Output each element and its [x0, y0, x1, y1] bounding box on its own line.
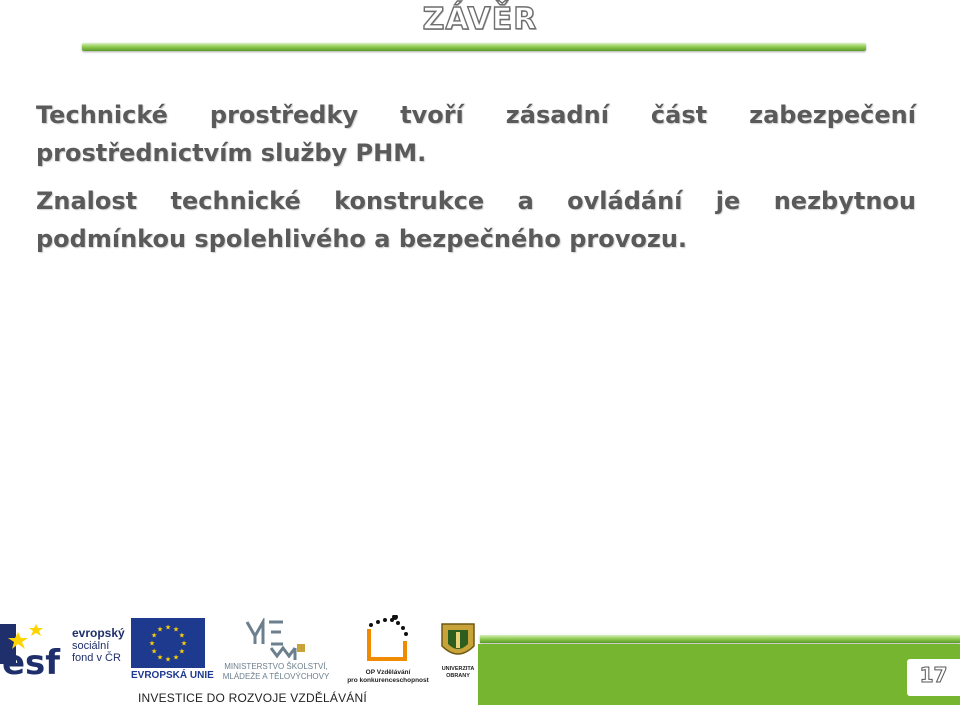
- slide-title: ZÁVĚR: [422, 2, 538, 37]
- esf-mark-text: esf: [2, 643, 61, 680]
- title-divider: [82, 43, 866, 51]
- eu-flag-icon: [131, 618, 205, 668]
- uo-crest-icon: [436, 618, 480, 664]
- msmt-caption: [211, 662, 341, 682]
- eu-logo: [131, 618, 214, 683]
- uo-caption: [436, 666, 480, 680]
- esf-line-2: sociální: [72, 640, 110, 652]
- uo-line-2: OBRANY: [446, 673, 470, 679]
- eu-star-icon: ★: [164, 655, 172, 664]
- esf-line-3: fond v ČR: [72, 652, 121, 664]
- footer-slogan: INVESTICE DO ROZVOJE VZDĚLÁVÁNÍ: [138, 691, 367, 705]
- eu-star-icon: ★: [172, 653, 180, 662]
- op-caption: [343, 669, 433, 685]
- msmt-mark-icon: [211, 618, 341, 662]
- op-line-1: OP Vzdělávání: [365, 669, 411, 676]
- eu-star-icon: ★: [172, 625, 180, 634]
- footer-green-bar: [478, 644, 960, 705]
- eu-star-icon: ★: [156, 625, 164, 634]
- op-mark-icon: [343, 615, 433, 669]
- esf-line-1: evropský: [72, 626, 125, 640]
- eu-star-icon: ★: [150, 647, 158, 656]
- msmt-logo: [211, 618, 341, 683]
- uo-line-1: UNIVERZITA: [441, 666, 475, 672]
- op-logo: [343, 615, 433, 683]
- eu-star-icon: ★: [150, 631, 158, 640]
- paragraph-2: Znalost technické konstrukce a ovládání je nezbytnou podmínkou spolehlivého a bezpečného provozu.: [36, 187, 916, 253]
- msmt-line-1: MINISTERSTVO ŠKOLSTVÍ,: [224, 662, 328, 671]
- eu-star-icon: ★: [164, 623, 172, 632]
- footer-green-rule: [480, 635, 960, 643]
- paragraph-1: Technické prostředky tvoří zásadní část zabezpečení prostřednictvím služby PHM.: [36, 101, 916, 167]
- msmt-line-2: MLÁDEŽE A TĚLOVÝCHOVY: [222, 672, 330, 681]
- eu-star-icon: ★: [156, 653, 164, 662]
- esf-caption: [72, 627, 125, 664]
- page-number: 17: [919, 663, 948, 687]
- eu-star-icon: ★: [148, 639, 156, 648]
- uo-logo: [436, 618, 480, 684]
- esf-logo: [0, 618, 128, 680]
- op-line-2: pro konkurenceschopnost: [347, 677, 429, 684]
- eu-label: EVROPSKÁ UNIE: [131, 670, 214, 681]
- eu-star-icon: ★: [178, 647, 186, 656]
- esf-mark-icon: [0, 618, 72, 680]
- slide-body: [36, 96, 916, 268]
- eu-star-icon: ★: [178, 631, 186, 640]
- eu-star-icon: ★: [180, 639, 188, 648]
